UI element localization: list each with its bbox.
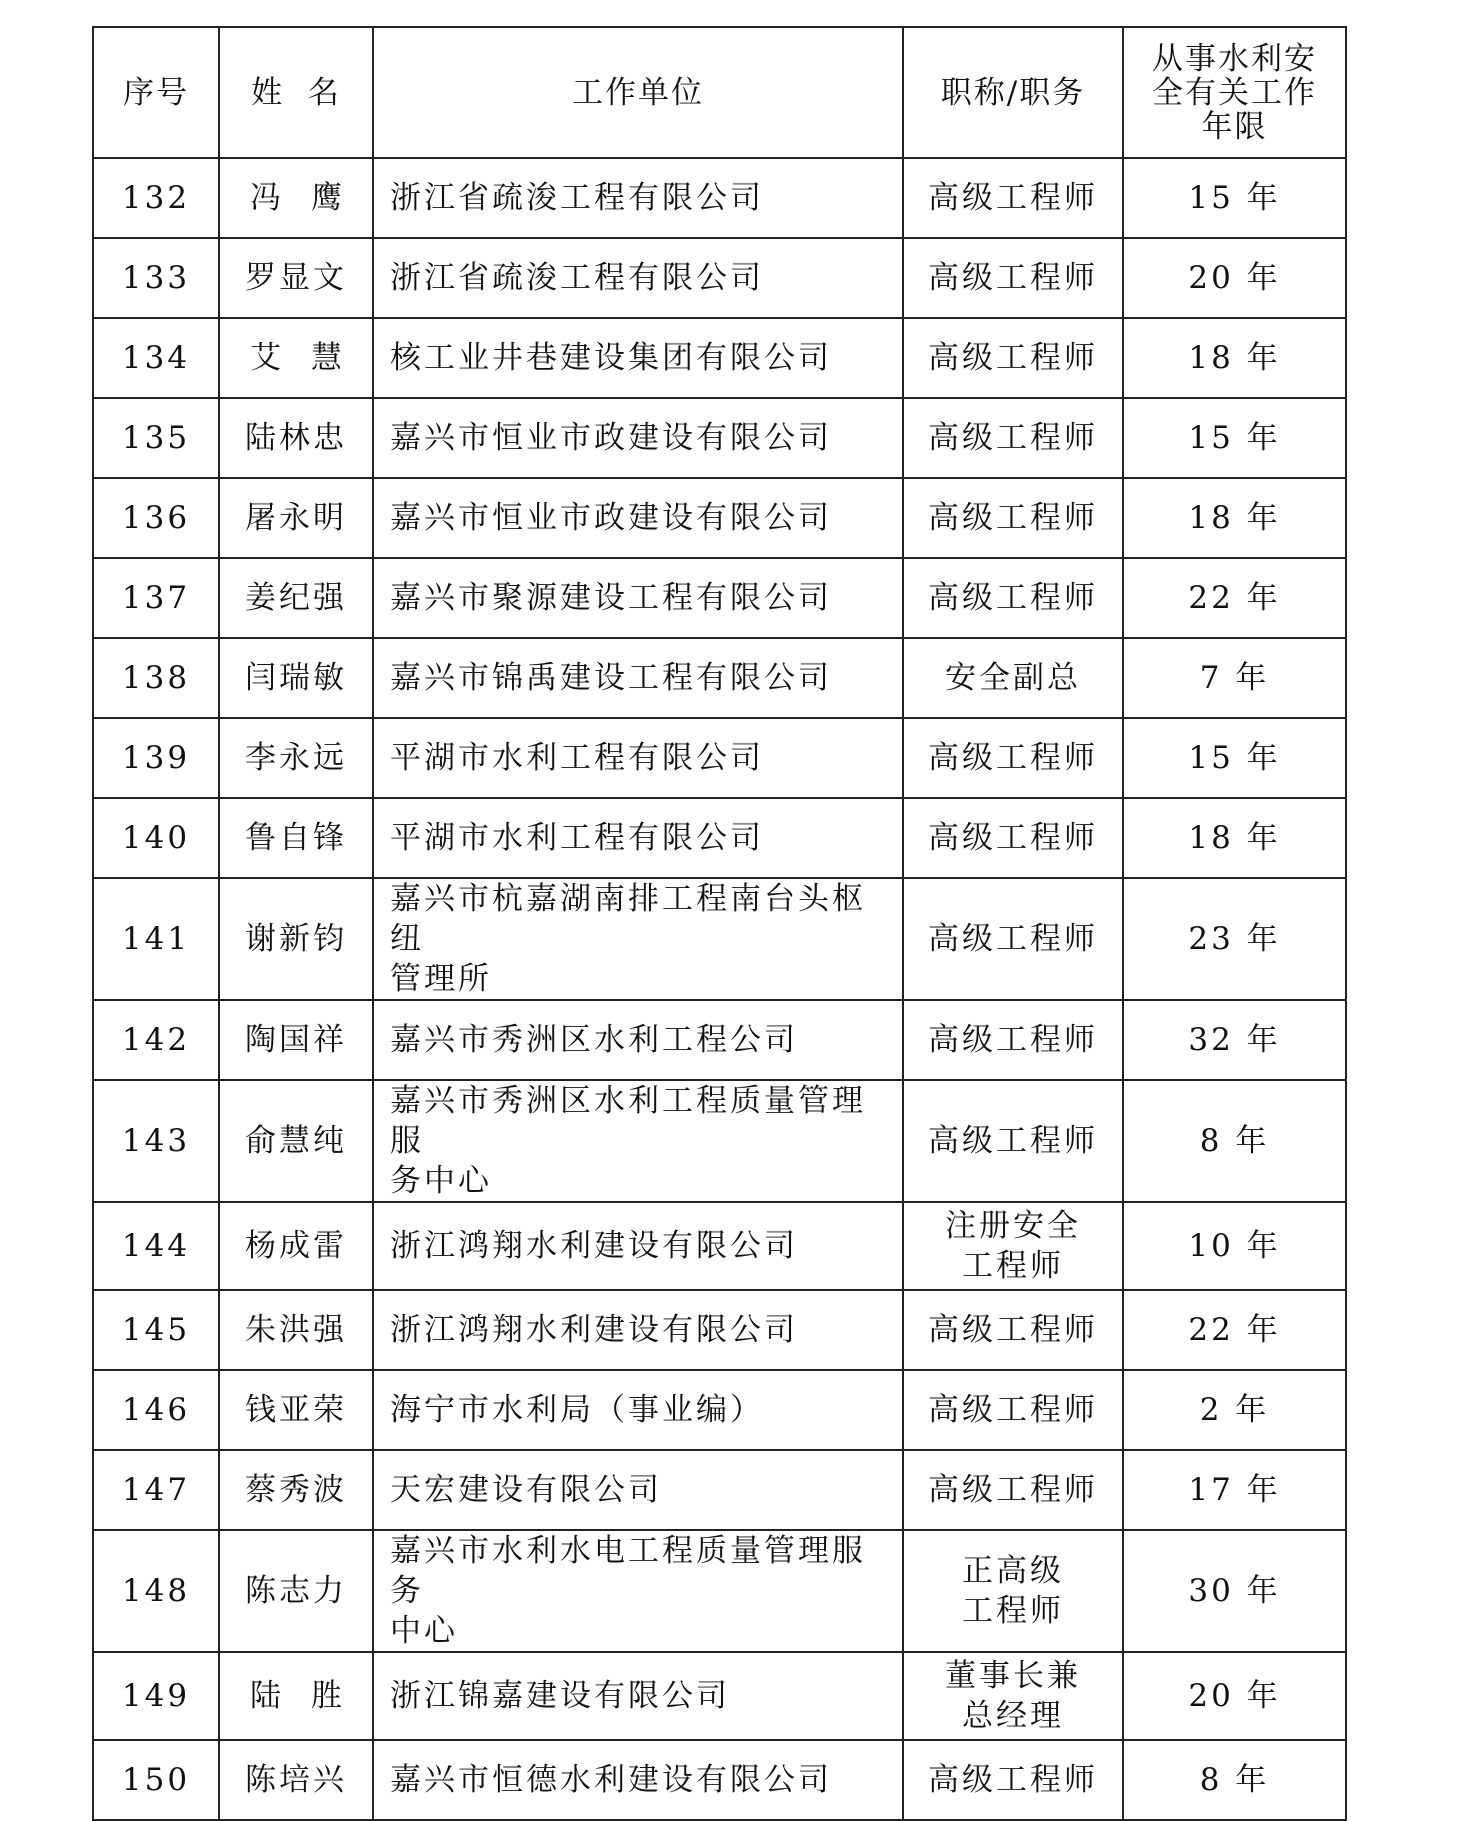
row-title: 高级工程师	[903, 1000, 1123, 1080]
header-num: 序号	[93, 27, 219, 158]
table-row	[93, 558, 1346, 638]
row-years: 22 年	[1123, 1290, 1346, 1370]
table-row	[93, 1450, 1346, 1530]
row-years: 15 年	[1123, 718, 1346, 798]
row-unit: 核工业井巷建设集团有限公司	[373, 318, 903, 398]
row-unit: 平湖市水利工程有限公司	[373, 718, 903, 798]
row-unit: 浙江省疏浚工程有限公司	[373, 238, 903, 318]
table-row	[93, 318, 1346, 398]
row-title: 高级工程师	[903, 558, 1123, 638]
row-name: 艾慧	[219, 318, 373, 398]
row-unit	[373, 1530, 903, 1652]
row-years: 23 年	[1123, 878, 1346, 1000]
row-name: 闫瑞敏	[219, 638, 373, 718]
row-number: 136	[93, 478, 219, 558]
row-years: 20 年	[1123, 1652, 1346, 1740]
row-years: 2 年	[1123, 1370, 1346, 1450]
row-unit-line-2: 管理所	[390, 961, 492, 997]
header-row	[93, 27, 1346, 158]
row-unit	[373, 1080, 903, 1202]
row-name: 陈培兴	[219, 1740, 373, 1820]
row-unit: 嘉兴市聚源建设工程有限公司	[373, 558, 903, 638]
table-row	[93, 158, 1346, 238]
row-unit: 平湖市水利工程有限公司	[373, 798, 903, 878]
table-row	[93, 1740, 1346, 1820]
row-title: 高级工程师	[903, 158, 1123, 238]
row-name: 姜纪强	[219, 558, 373, 638]
row-unit: 嘉兴市锦禹建设工程有限公司	[373, 638, 903, 718]
row-number: 138	[93, 638, 219, 718]
row-unit: 嘉兴市秀洲区水利工程公司	[373, 1000, 903, 1080]
row-title: 高级工程师	[903, 1290, 1123, 1370]
header-years-line-2: 全有关工作	[1152, 74, 1317, 111]
row-unit-line-2: 中心	[390, 1613, 458, 1649]
row-name: 杨成雷	[219, 1202, 373, 1290]
row-years: 18 年	[1123, 478, 1346, 558]
row-number: 150	[93, 1740, 219, 1820]
row-title	[903, 1530, 1123, 1652]
row-unit-line-1: 嘉兴市水利水电工程质量管理服务	[390, 1533, 866, 1609]
header-title: 职称/职务	[903, 27, 1123, 158]
row-unit: 海宁市水利局（事业编）	[373, 1370, 903, 1450]
row-title: 高级工程师	[903, 238, 1123, 318]
row-unit-line-2: 务中心	[390, 1163, 492, 1199]
row-years: 10 年	[1123, 1202, 1346, 1290]
row-name: 俞慧纯	[219, 1080, 373, 1202]
row-number: 133	[93, 238, 219, 318]
row-title-line-2: 工程师	[962, 1248, 1064, 1284]
row-number: 140	[93, 798, 219, 878]
table-row	[93, 1290, 1346, 1370]
row-number: 146	[93, 1370, 219, 1450]
row-title: 高级工程师	[903, 478, 1123, 558]
row-unit: 浙江省疏浚工程有限公司	[373, 158, 903, 238]
row-title-line-1: 董事长兼	[945, 1658, 1081, 1694]
row-years: 15 年	[1123, 158, 1346, 238]
table-row	[93, 638, 1346, 718]
table-row	[93, 1080, 1346, 1202]
row-unit: 浙江鸿翔水利建设有限公司	[373, 1290, 903, 1370]
row-years: 20 年	[1123, 238, 1346, 318]
row-years: 7 年	[1123, 638, 1346, 718]
row-name: 陈志力	[219, 1530, 373, 1652]
row-years: 15 年	[1123, 398, 1346, 478]
row-years: 18 年	[1123, 318, 1346, 398]
header-unit: 工作单位	[373, 27, 903, 158]
row-number: 132	[93, 158, 219, 238]
row-title	[903, 1652, 1123, 1740]
row-name: 钱亚荣	[219, 1370, 373, 1450]
header-years-line-1: 从事水利安	[1152, 40, 1317, 77]
row-unit: 天宏建设有限公司	[373, 1450, 903, 1530]
header-years	[1123, 27, 1346, 158]
table-row	[93, 1202, 1346, 1290]
row-years: 17 年	[1123, 1450, 1346, 1530]
row-unit: 嘉兴市恒业市政建设有限公司	[373, 398, 903, 478]
row-name: 蔡秀波	[219, 1450, 373, 1530]
table-row	[93, 1000, 1346, 1080]
row-name: 谢新钧	[219, 878, 373, 1000]
personnel-table	[92, 26, 1347, 1821]
row-number: 145	[93, 1290, 219, 1370]
row-years: 8 年	[1123, 1740, 1346, 1820]
row-name: 鲁自锋	[219, 798, 373, 878]
row-title: 安全副总	[903, 638, 1123, 718]
row-title: 高级工程师	[903, 318, 1123, 398]
header-years-line-3: 年限	[1201, 108, 1268, 145]
row-title	[903, 1202, 1123, 1290]
table-row	[93, 238, 1346, 318]
personnel-table-page	[92, 26, 1345, 1798]
table-row	[93, 718, 1346, 798]
row-number: 141	[93, 878, 219, 1000]
row-name: 罗显文	[219, 238, 373, 318]
row-title: 高级工程师	[903, 398, 1123, 478]
row-number: 137	[93, 558, 219, 638]
row-unit: 嘉兴市恒业市政建设有限公司	[373, 478, 903, 558]
row-number: 135	[93, 398, 219, 478]
row-unit-line-1: 嘉兴市杭嘉湖南排工程南台头枢纽	[390, 881, 866, 957]
row-years: 18 年	[1123, 798, 1346, 878]
row-title: 高级工程师	[903, 718, 1123, 798]
row-number: 147	[93, 1450, 219, 1530]
table-row	[93, 478, 1346, 558]
table-row	[93, 878, 1346, 1000]
row-name: 李永远	[219, 718, 373, 798]
row-title-line-1: 注册安全	[945, 1208, 1081, 1244]
row-title: 高级工程师	[903, 1740, 1123, 1820]
row-number: 142	[93, 1000, 219, 1080]
row-unit: 浙江锦嘉建设有限公司	[373, 1652, 903, 1740]
row-years: 8 年	[1123, 1080, 1346, 1202]
table-row	[93, 1652, 1346, 1740]
row-number: 148	[93, 1530, 219, 1652]
row-years: 32 年	[1123, 1000, 1346, 1080]
row-unit	[373, 878, 903, 1000]
row-number: 134	[93, 318, 219, 398]
row-unit: 嘉兴市恒德水利建设有限公司	[373, 1740, 903, 1820]
row-name: 陆林忠	[219, 398, 373, 478]
header-name: 姓 名	[219, 27, 373, 158]
table-row	[93, 398, 1346, 478]
row-name: 朱洪强	[219, 1290, 373, 1370]
row-title-line-1: 正高级	[962, 1553, 1064, 1589]
row-title: 高级工程师	[903, 1370, 1123, 1450]
row-unit-line-1: 嘉兴市秀洲区水利工程质量管理服	[390, 1083, 866, 1159]
row-number: 149	[93, 1652, 219, 1740]
row-title: 高级工程师	[903, 798, 1123, 878]
row-title: 高级工程师	[903, 878, 1123, 1000]
row-title-line-2: 工程师	[962, 1593, 1064, 1629]
row-name: 屠永明	[219, 478, 373, 558]
row-name: 陶国祥	[219, 1000, 373, 1080]
row-title-line-2: 总经理	[962, 1698, 1064, 1734]
row-title: 高级工程师	[903, 1450, 1123, 1530]
row-number: 143	[93, 1080, 219, 1202]
table-row	[93, 1370, 1346, 1450]
row-unit: 浙江鸿翔水利建设有限公司	[373, 1202, 903, 1290]
row-years: 22 年	[1123, 558, 1346, 638]
row-title: 高级工程师	[903, 1080, 1123, 1202]
row-years: 30 年	[1123, 1530, 1346, 1652]
table-row	[93, 798, 1346, 878]
table-row	[93, 1530, 1346, 1652]
row-name: 冯鹰	[219, 158, 373, 238]
row-number: 139	[93, 718, 219, 798]
row-name: 陆胜	[219, 1652, 373, 1740]
row-number: 144	[93, 1202, 219, 1290]
